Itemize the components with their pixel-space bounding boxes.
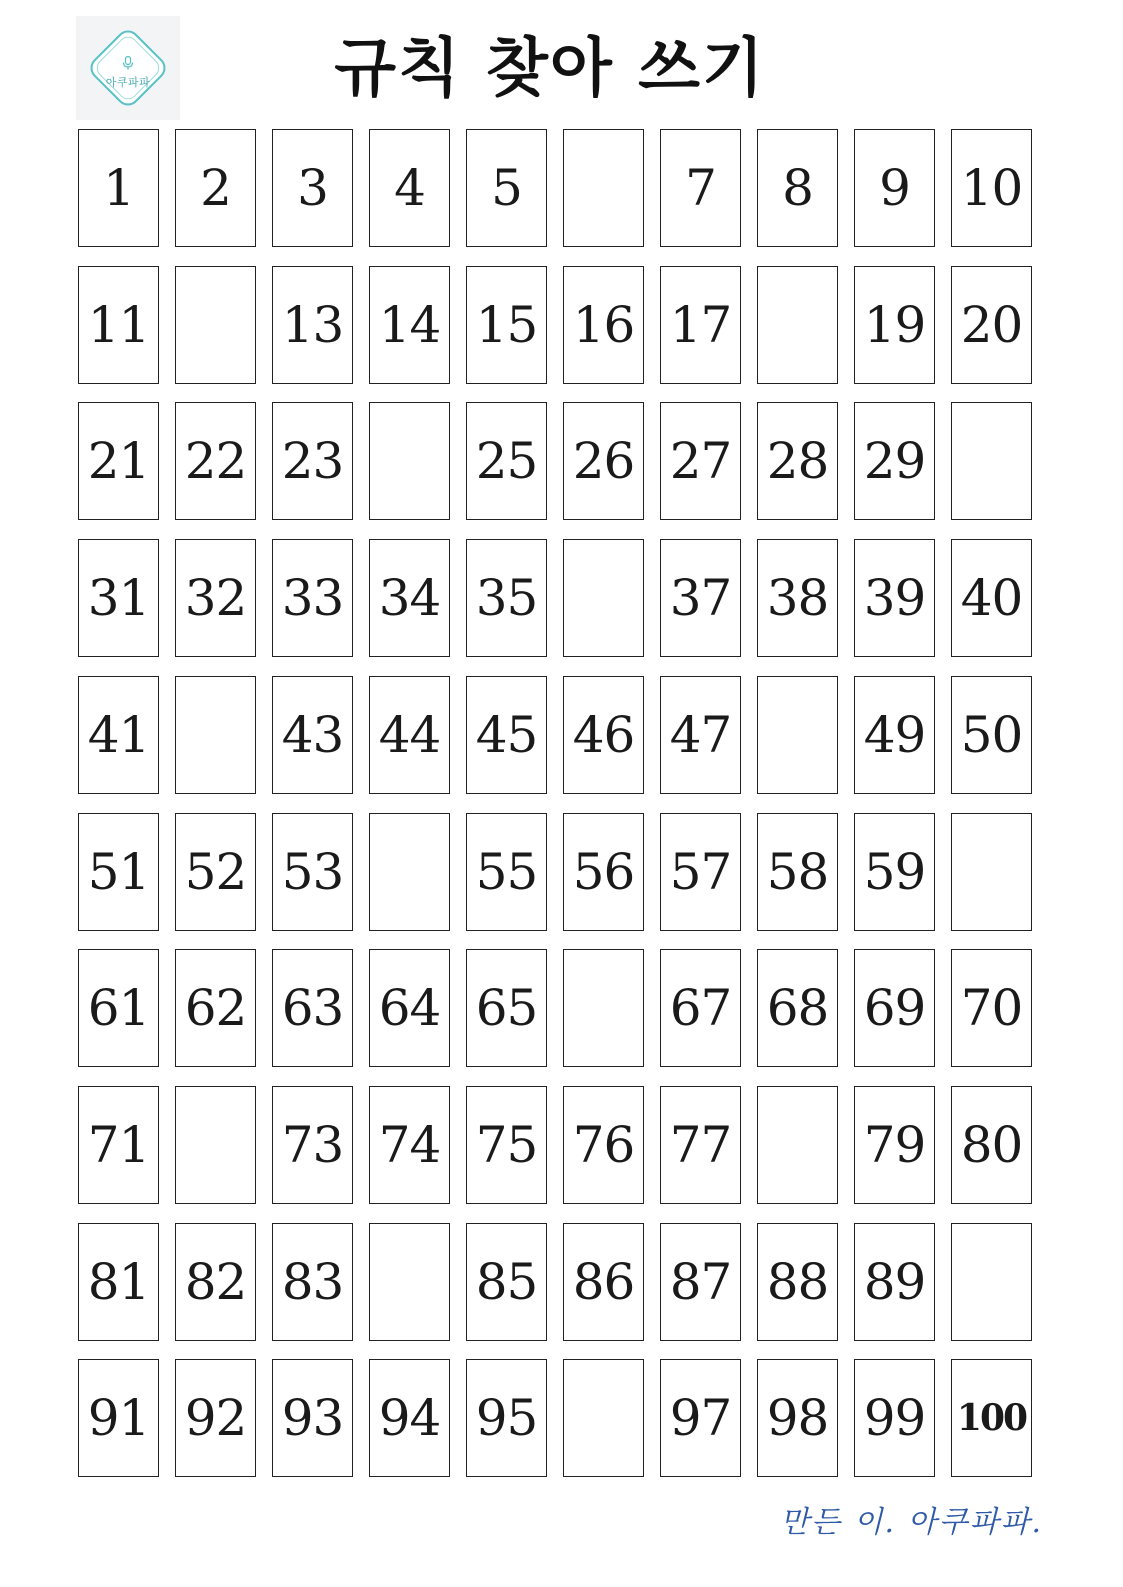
number-cell: 49 (854, 676, 935, 794)
number-cell: 83 (272, 1223, 353, 1341)
number-cell: 81 (78, 1223, 159, 1341)
number-cell: 8 (757, 129, 838, 247)
number-cell: 68 (757, 949, 838, 1067)
blank-answer-cell[interactable] (175, 266, 256, 384)
number-cell: 58 (757, 813, 838, 931)
blank-answer-cell[interactable] (757, 676, 838, 794)
blank-answer-cell[interactable] (951, 402, 1032, 520)
number-cell: 7 (660, 129, 741, 247)
number-cell: 21 (78, 402, 159, 520)
number-cell: 16 (563, 266, 644, 384)
page-title: 규칙 찾아 쓰기 (334, 32, 766, 106)
number-cell: 20 (951, 266, 1032, 384)
number-cell: 32 (175, 539, 256, 657)
author-credit: 만든 이. 아쿠파파. (779, 1505, 1043, 1540)
number-cell: 9 (854, 129, 935, 247)
number-cell: 41 (78, 676, 159, 794)
number-cell: 74 (369, 1086, 450, 1204)
number-cell: 85 (466, 1223, 547, 1341)
blank-answer-cell[interactable] (757, 1086, 838, 1204)
number-cell: 63 (272, 949, 353, 1067)
number-cell: 89 (854, 1223, 935, 1341)
logo (76, 16, 180, 120)
blank-answer-cell[interactable] (369, 813, 450, 931)
number-cell: 55 (466, 813, 547, 931)
number-cell: 92 (175, 1359, 256, 1477)
number-cell: 39 (854, 539, 935, 657)
number-cell: 62 (175, 949, 256, 1067)
number-cell: 69 (854, 949, 935, 1067)
blank-answer-cell[interactable] (369, 1223, 450, 1341)
number-cell: 93 (272, 1359, 353, 1477)
number-cell: 26 (563, 402, 644, 520)
number-cell: 17 (660, 266, 741, 384)
number-cell: 19 (854, 266, 935, 384)
number-cell: 80 (951, 1086, 1032, 1204)
number-cell: 13 (272, 266, 353, 384)
number-cell: 51 (78, 813, 159, 931)
number-cell: 3 (272, 129, 353, 247)
number-cell: 11 (78, 266, 159, 384)
number-cell: 99 (854, 1359, 935, 1477)
blank-answer-cell[interactable] (563, 1359, 644, 1477)
logo-text: 아쿠파파 (105, 76, 151, 89)
number-cell: 88 (757, 1223, 838, 1341)
number-cell: 22 (175, 402, 256, 520)
number-cell: 10 (951, 129, 1032, 247)
blank-answer-cell[interactable] (369, 402, 450, 520)
microphone-icon (122, 56, 134, 70)
blank-answer-cell[interactable] (175, 676, 256, 794)
number-cell: 34 (369, 539, 450, 657)
number-cell: 15 (466, 266, 547, 384)
number-cell: 27 (660, 402, 741, 520)
number-cell: 37 (660, 539, 741, 657)
number-cell: 95 (466, 1359, 547, 1477)
blank-answer-cell[interactable] (563, 129, 644, 247)
number-cell: 87 (660, 1223, 741, 1341)
number-cell: 77 (660, 1086, 741, 1204)
number-cell: 5 (466, 129, 547, 247)
number-cell: 76 (563, 1086, 644, 1204)
blank-answer-cell[interactable] (175, 1086, 256, 1204)
number-cell: 14 (369, 266, 450, 384)
number-cell: 98 (757, 1359, 838, 1477)
number-cell: 79 (854, 1086, 935, 1204)
number-cell: 4 (369, 129, 450, 247)
number-grid (78, 129, 1033, 1479)
number-cell: 73 (272, 1086, 353, 1204)
number-cell: 65 (466, 949, 547, 1067)
number-cell: 38 (757, 539, 838, 657)
blank-answer-cell[interactable] (757, 266, 838, 384)
number-cell: 52 (175, 813, 256, 931)
number-cell: 50 (951, 676, 1032, 794)
number-cell: 57 (660, 813, 741, 931)
number-cell: 61 (78, 949, 159, 1067)
number-cell: 1 (78, 129, 159, 247)
number-cell: 100 (951, 1359, 1032, 1477)
blank-answer-cell[interactable] (563, 949, 644, 1067)
number-cell: 97 (660, 1359, 741, 1477)
number-cell: 46 (563, 676, 644, 794)
number-cell: 29 (854, 402, 935, 520)
number-cell: 56 (563, 813, 644, 931)
number-cell: 86 (563, 1223, 644, 1341)
number-cell: 44 (369, 676, 450, 794)
blank-answer-cell[interactable] (951, 1223, 1032, 1341)
number-cell: 94 (369, 1359, 450, 1477)
number-cell: 53 (272, 813, 353, 931)
number-cell: 33 (272, 539, 353, 657)
number-cell: 59 (854, 813, 935, 931)
number-cell: 75 (466, 1086, 547, 1204)
number-cell: 82 (175, 1223, 256, 1341)
number-cell: 45 (466, 676, 547, 794)
number-cell: 40 (951, 539, 1032, 657)
number-cell: 31 (78, 539, 159, 657)
number-cell: 28 (757, 402, 838, 520)
number-cell: 71 (78, 1086, 159, 1204)
number-cell: 67 (660, 949, 741, 1067)
number-cell: 64 (369, 949, 450, 1067)
number-cell: 25 (466, 402, 547, 520)
number-cell: 2 (175, 129, 256, 247)
number-cell: 91 (78, 1359, 159, 1477)
number-cell: 70 (951, 949, 1032, 1067)
blank-answer-cell[interactable] (951, 813, 1032, 931)
number-cell: 23 (272, 402, 353, 520)
number-cell: 47 (660, 676, 741, 794)
number-cell: 35 (466, 539, 547, 657)
blank-answer-cell[interactable] (563, 539, 644, 657)
number-cell: 43 (272, 676, 353, 794)
